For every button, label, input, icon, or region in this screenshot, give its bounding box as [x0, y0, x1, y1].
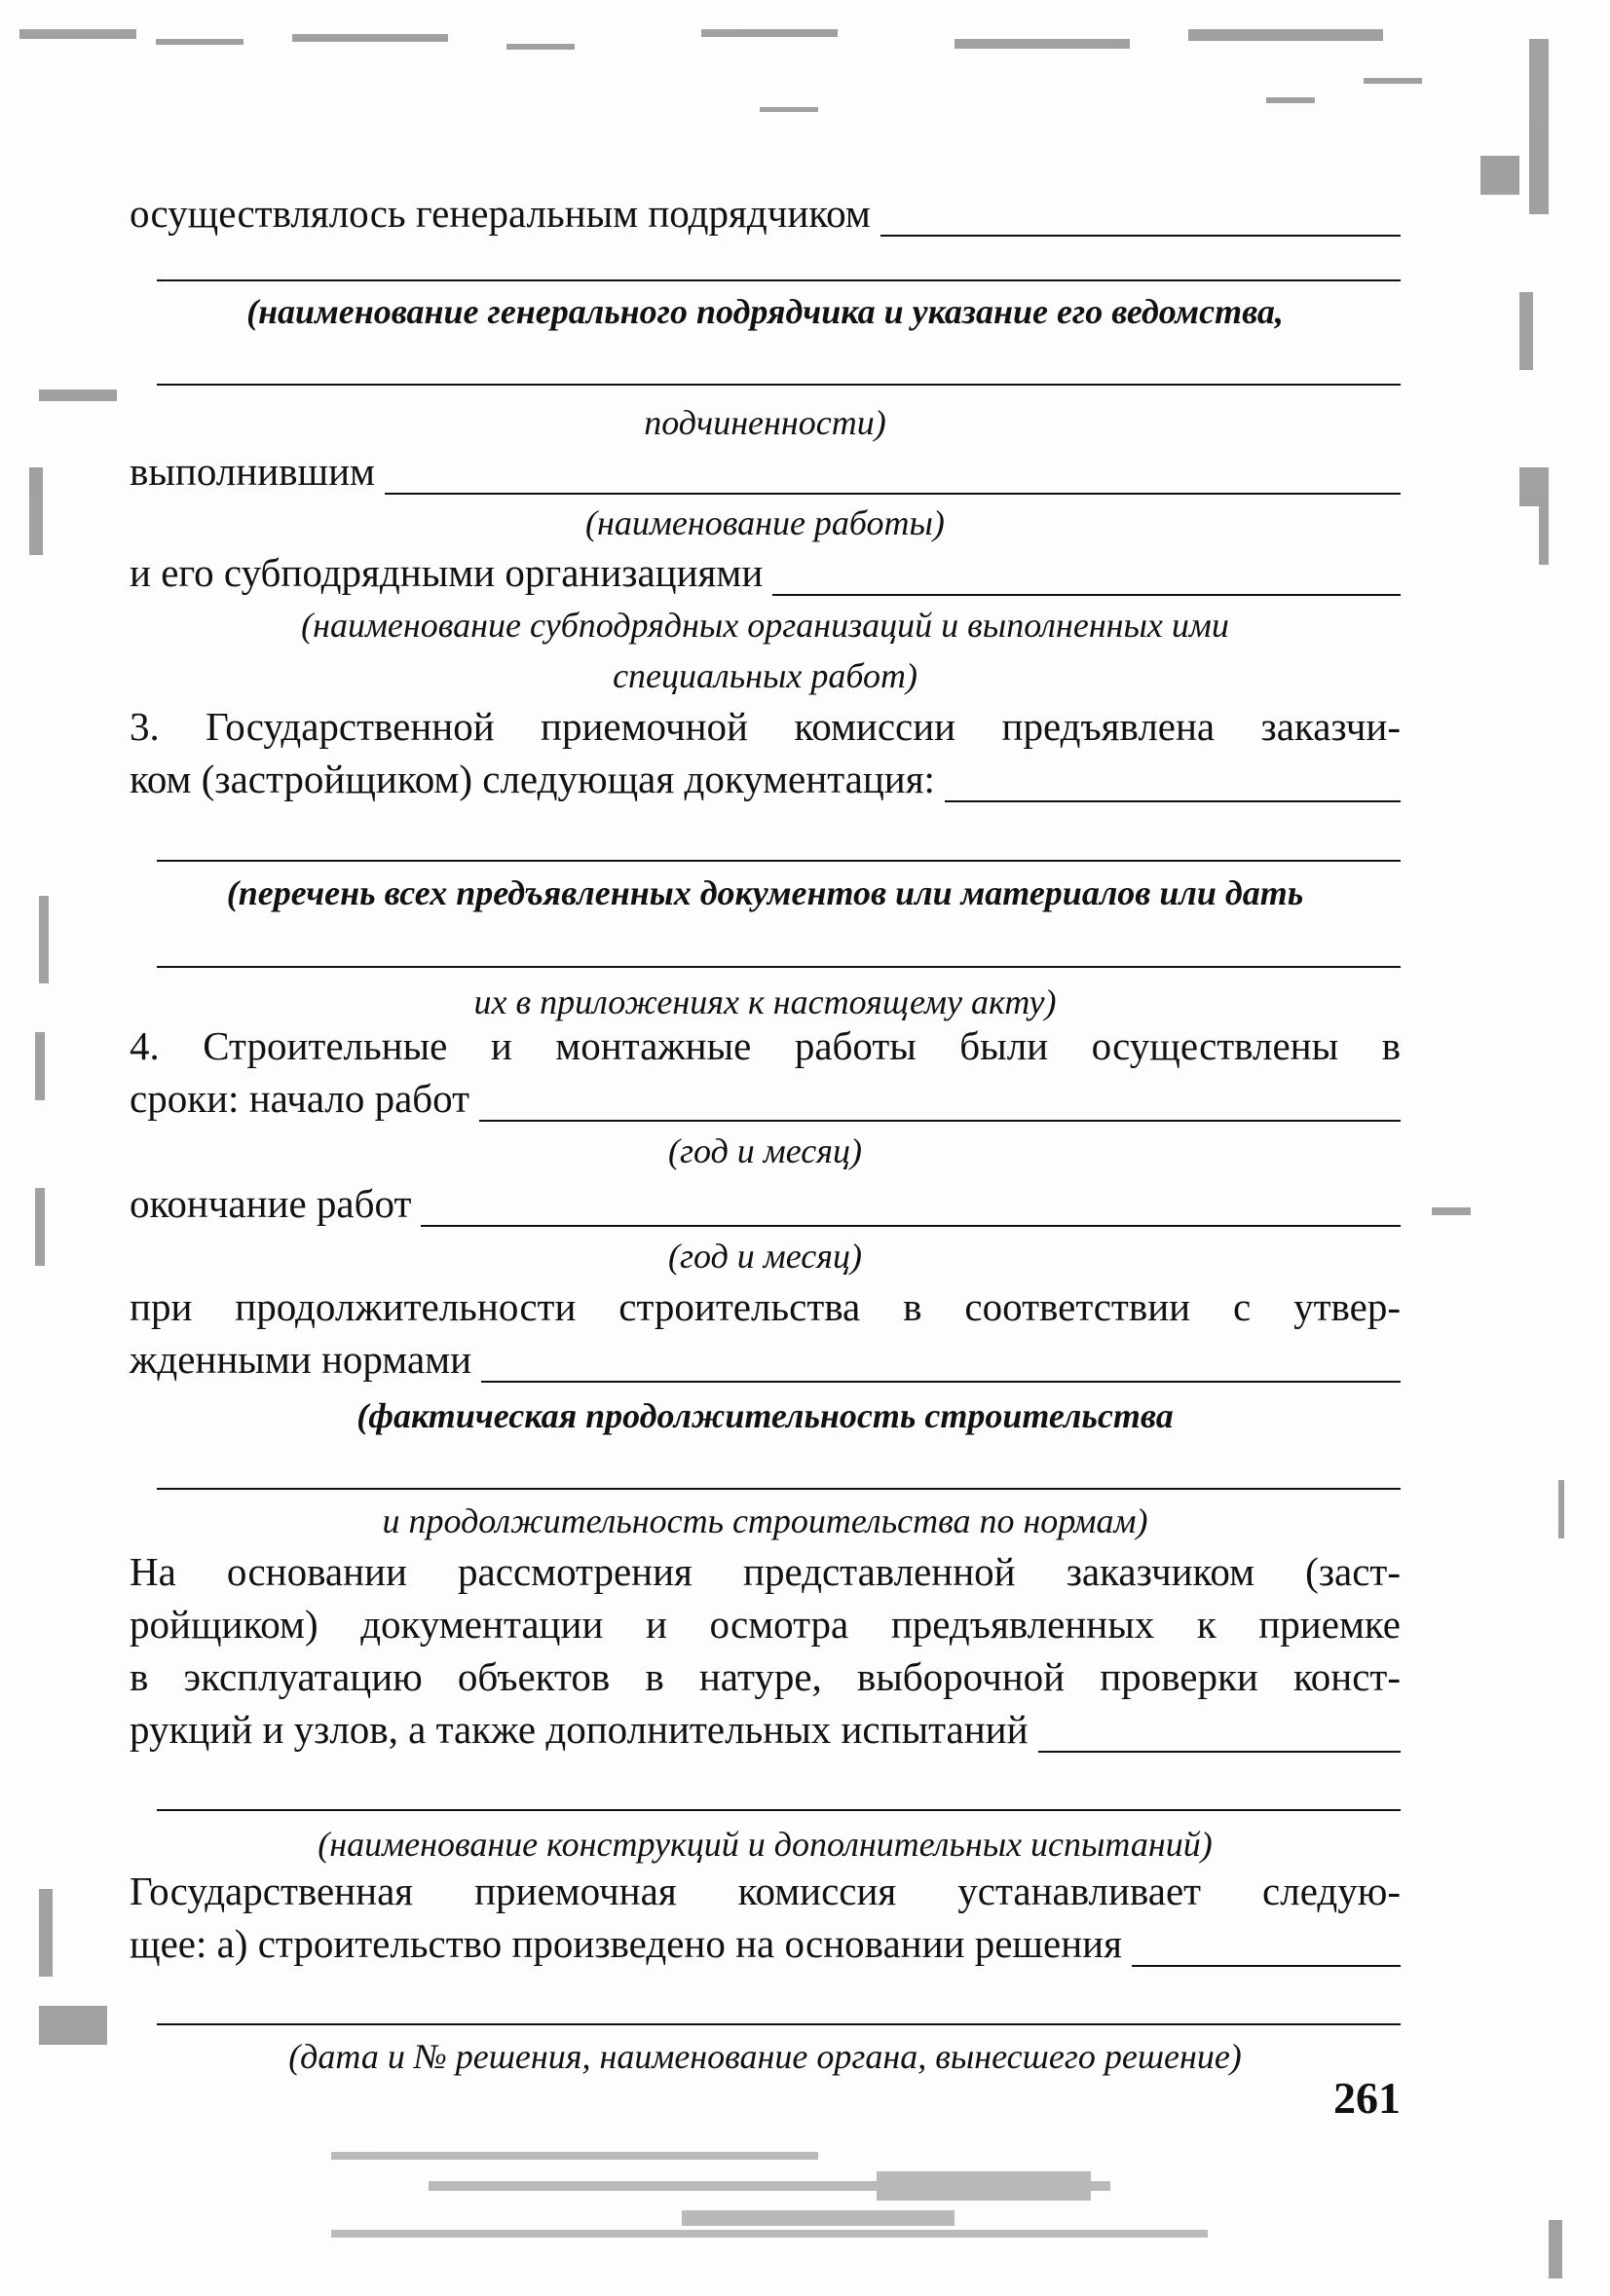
- page-number: 261: [1333, 2073, 1401, 2123]
- tests-caption: (наименование конструкций и дополнительных испытаний): [318, 1825, 1213, 1864]
- tests-blank: [1038, 1718, 1401, 1753]
- subcontractors-line: и его субподрядными организациями: [130, 549, 1401, 596]
- inspection-line-1: На основании рассмотрения представленной заказчиком (заст-: [130, 1549, 1401, 1594]
- general-contractor-line: осуществлялось генеральным подрядчиком: [130, 190, 1401, 237]
- decision-rule: [157, 2023, 1401, 2025]
- end-date-line: окончание работ: [130, 1180, 1401, 1227]
- performed-by-line: выполнившим: [130, 448, 1401, 495]
- start-date-blank: [479, 1087, 1401, 1122]
- end-date-caption: (год и месяц): [668, 1237, 862, 1276]
- duration-blank: [481, 1348, 1401, 1383]
- duration-line-1: при продолжительности строительства в соответствии с утвер-: [130, 1284, 1401, 1329]
- inspection-line-2: ройщиком) документации и осмотра предъявленных к приемке: [130, 1602, 1401, 1647]
- end-date-blank: [421, 1192, 1401, 1227]
- performed-by-blank: [385, 460, 1401, 495]
- duration-line-2: жденными нормами: [130, 1336, 1401, 1383]
- commission-line-1: Государственная приемочная комиссия устанавливает следую-: [130, 1869, 1401, 1913]
- duration-rule: [157, 1488, 1401, 1490]
- subordination-rule: [157, 384, 1401, 386]
- start-date-caption: (год и месяц): [668, 1131, 862, 1170]
- subcontractors-blank: [772, 561, 1401, 596]
- subordination-caption: подчиненности): [644, 403, 886, 442]
- special-works-caption: специальных работ): [613, 656, 917, 695]
- section-3-line-2: ком (застройщиком) следующая документация:: [130, 756, 1401, 802]
- section-4-line-1: 4. Строительные и монтажные работы были осуществлены в: [130, 1023, 1401, 1068]
- norm-duration-caption: и продолжительность строительства по нормам): [382, 1501, 1148, 1540]
- documentation-caption: (перечень всех предъявленных документов или материалов или дать: [226, 873, 1304, 912]
- inspection-line-3: в эксплуатацию объектов в натуре, выборочной проверки конст-: [130, 1654, 1401, 1699]
- commission-line-2: щее: а) строительство произведено на основании решения: [130, 1920, 1401, 1967]
- actual-duration-caption: (фактическая продолжительность строительства: [356, 1396, 1174, 1435]
- work-name-caption: (наименование работы): [585, 503, 945, 542]
- general-contractor-caption: (наименование генерального подрядчика и указание его ведомства,: [246, 292, 1284, 331]
- general-contractor-rule: [157, 279, 1401, 281]
- section-3-line-1: 3. Государственной приемочной комиссии предъявлена заказчи-: [130, 704, 1401, 749]
- appendix-caption: их в приложениях к настоящему акту): [473, 982, 1057, 1021]
- tests-rule: [157, 1809, 1401, 1811]
- inspection-line-4: рукций и узлов, а также дополнительных испытаний: [130, 1706, 1401, 1753]
- decision-blank: [1132, 1932, 1401, 1967]
- documentation-blank: [945, 767, 1401, 802]
- start-date-line: сроки: начало работ: [130, 1075, 1401, 1122]
- documentation-rule-1: [157, 860, 1401, 862]
- general-contractor-blank: [880, 202, 1401, 237]
- documentation-rule-2: [157, 966, 1401, 968]
- subcontractors-caption: (наименование субподрядных организаций и выполненных ими: [301, 606, 1229, 645]
- decision-caption: (дата и № решения, наименование органа, вынесшего решение): [288, 2037, 1242, 2076]
